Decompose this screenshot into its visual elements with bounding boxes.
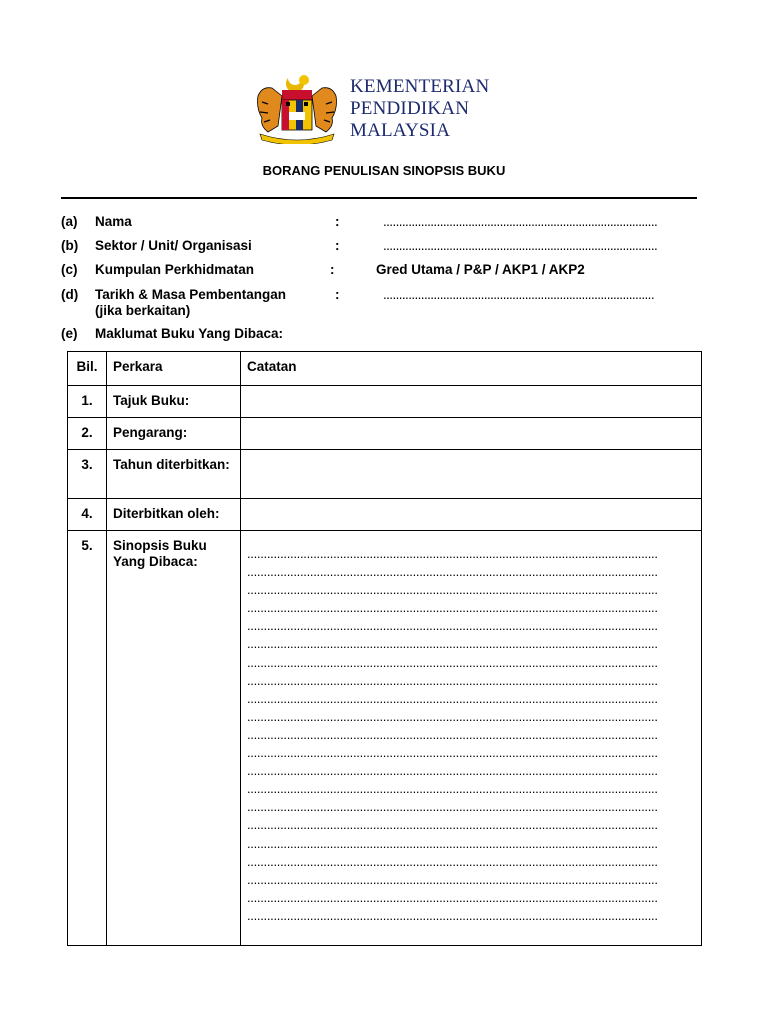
sektor-input-line[interactable]: ....................................................................................... <box>383 238 658 253</box>
sinopsis-line[interactable]: ............................................................................................................................ <box>247 600 658 616</box>
form-title: BORANG PENULISAN SINOPSIS BUKU <box>262 163 506 178</box>
field-code: (a) <box>61 214 78 229</box>
table-row <box>68 499 702 531</box>
field-code: (c) <box>61 262 78 277</box>
field-sublabel: (jika berkaitan) <box>95 303 191 318</box>
row-item: Tajuk Buku: <box>107 386 241 418</box>
field-label: Maklumat Buku Yang Dibaca: <box>95 326 284 341</box>
table-header-row <box>68 352 702 386</box>
field-colon: : <box>330 262 335 277</box>
field-colon: : <box>335 214 340 229</box>
header-catatan: Catatan <box>241 352 702 386</box>
sinopsis-line[interactable]: ............................................................................................................................ <box>247 745 658 761</box>
sinopsis-line[interactable]: ............................................................................................................................ <box>247 636 658 652</box>
coat-of-arms-icon <box>252 72 342 144</box>
ministry-logo <box>252 72 532 144</box>
sinopsis-line[interactable]: ............................................................................................................................ <box>247 889 658 905</box>
row-item: Sinopsis Buku Yang Dibaca: <box>107 531 241 946</box>
sinopsis-line[interactable]: ............................................................................................................................ <box>247 817 658 833</box>
sinopsis-line[interactable]: ............................................................................................................................ <box>247 907 658 923</box>
sinopsis-line[interactable]: ............................................................................................................................ <box>247 726 658 742</box>
sinopsis-line[interactable]: ............................................................................................................................ <box>247 871 658 887</box>
field-colon: : <box>335 287 340 302</box>
sinopsis-line[interactable]: ............................................................................................................................ <box>247 781 658 797</box>
header-bil: Bil. <box>68 352 107 386</box>
sinopsis-line[interactable]: ............................................................................................................................ <box>247 618 658 634</box>
row-number: 4. <box>68 499 107 531</box>
sinopsis-line[interactable]: ............................................................................................................................ <box>247 708 658 724</box>
logo-line-2: PENDIDIKAN <box>350 98 470 119</box>
gred-options[interactable]: Gred Utama / P&P / AKP1 / AKP2 <box>376 262 585 277</box>
row-item: Tahun diterbitkan: <box>107 450 241 499</box>
table-row <box>68 386 702 418</box>
sinopsis-line[interactable]: ............................................................................................................................ <box>247 564 658 580</box>
row-number: 2. <box>68 418 107 450</box>
sinopsis-line[interactable]: ............................................................................................................................ <box>247 654 658 670</box>
logo-line-1: KEMENTERIAN <box>350 76 490 97</box>
sinopsis-line[interactable]: ............................................................................................................................ <box>247 799 658 815</box>
field-label: Sektor / Unit/ Organisasi <box>95 238 252 253</box>
logo-text <box>350 76 489 142</box>
row-item: Diterbitkan oleh: <box>107 499 241 531</box>
field-code: (e) <box>61 326 78 341</box>
table-row <box>68 450 702 499</box>
table-row <box>68 531 702 946</box>
row-item: Pengarang: <box>107 418 241 450</box>
field-code: (d) <box>61 287 79 302</box>
field-colon: : <box>335 238 340 253</box>
sinopsis-line[interactable]: ............................................................................................................................ <box>247 582 658 598</box>
field-label: Kumpulan Perkhidmatan <box>95 262 255 277</box>
logo-line-3: MALAYSIA <box>350 120 451 141</box>
field-label: Nama <box>95 214 132 229</box>
penerbit-cell[interactable] <box>241 499 702 531</box>
row-number: 3. <box>68 450 107 499</box>
title-divider <box>61 197 697 199</box>
sinopsis-line[interactable]: ............................................................................................................................ <box>247 835 658 851</box>
sinopsis-line[interactable]: ............................................................................................................................ <box>247 672 658 688</box>
field-label: Tarikh & Masa Pembentangan <box>95 287 287 302</box>
sinopsis-line[interactable]: ............................................................................................................................ <box>247 546 658 561</box>
sinopsis-cell[interactable] <box>241 531 702 946</box>
table-row <box>68 418 702 450</box>
tahun-cell[interactable] <box>241 450 702 499</box>
row-number: 1. <box>68 386 107 418</box>
sinopsis-line[interactable]: ............................................................................................................................ <box>247 690 658 706</box>
nama-input-line[interactable]: ....................................................................................... <box>383 214 658 229</box>
sinopsis-line[interactable]: ............................................................................................................................ <box>247 853 658 869</box>
field-code: (b) <box>61 238 79 253</box>
sinopsis-dot-lines[interactable] <box>241 531 701 925</box>
pengarang-cell[interactable] <box>241 418 702 450</box>
book-info-table <box>67 351 702 946</box>
sinopsis-line[interactable]: ............................................................................................................................ <box>247 763 658 779</box>
tajuk-buku-cell[interactable] <box>241 386 702 418</box>
row-number: 5. <box>68 531 107 946</box>
header-perkara: Perkara <box>107 352 241 386</box>
tarikh-input-line[interactable]: ...................................................................................... <box>383 287 654 302</box>
